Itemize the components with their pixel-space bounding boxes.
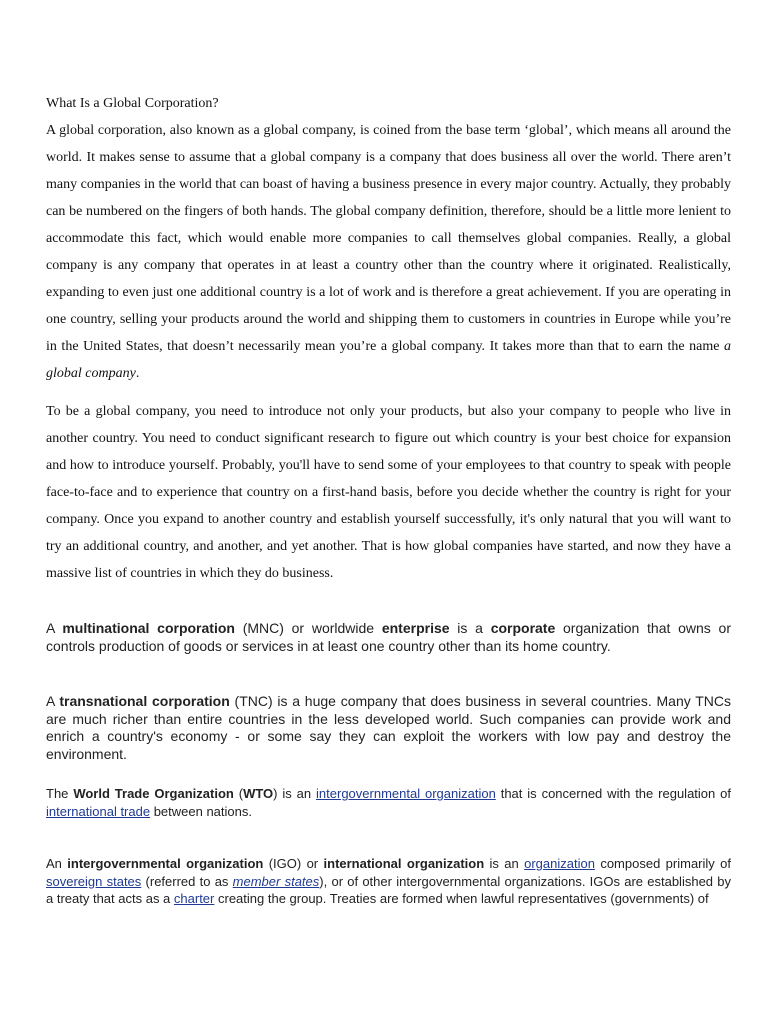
text-run: ) is an <box>273 786 317 801</box>
bold-term: World Trade Organization <box>73 786 234 801</box>
text-run: (MNC) or worldwide <box>234 620 382 636</box>
text-run: (referred to as <box>141 873 233 889</box>
bold-term: multinational corporation <box>62 620 235 636</box>
text-run: creating the group. Treaties are formed when lawful representatives (governments) of <box>214 891 709 906</box>
text-run: The <box>46 786 74 801</box>
bold-term: corporate <box>490 620 556 636</box>
text-run: A <box>46 620 63 636</box>
text-run: between nations. <box>150 803 252 819</box>
link-charter[interactable]: charter <box>173 891 215 906</box>
bold-term: WTO <box>243 786 274 801</box>
text-run: composed primarily of <box>594 856 731 871</box>
paragraph-text: A global corporation, also known as a global company, is coined from the base term ‘global’, which means all around the world. It makes sense to assume that a global company is a company that does business all over the world. There aren’t many companies in the world that can boast of having a business presence in every major country. Actually, they probably can be numbered on the fingers of both hands. The global company definition, therefore, should be a little more lenient to accommodate this fact, which would enable more companies to call themselves global companies. Really, a global company is any company that operates in at least a country other than the country where it originated. Realistically, expanding to even just one additional country is a lot of work and is therefore a great achievement. If you are operating in one country, selling your products around the world and shipping them to customers in countries in Europe while you’re in the United States, that doesn’t necessarily mean you’re a global company. It takes more than that to earn the name <box>46 123 731 354</box>
text-run: ), or of other intergovernmental organizations. IGOs are established by a treaty that acts as a <box>46 873 731 906</box>
page-title: What Is a Global Corporation? <box>46 96 219 111</box>
link-organization[interactable]: organization <box>524 856 595 871</box>
text-run: An <box>46 856 68 871</box>
bold-term: international organization <box>323 856 485 871</box>
text-run: A <box>46 693 60 709</box>
paragraph-becoming-global: To be a global company, you need to introduce not only your products, but also your company to people who live in another country. You need to conduct significant research to figure out which country is your best choice for expansion and how to introduce yourself. Probably, you'll have to send some of your employees to that country to speak with people face-to-face and to experience that country on a first-hand basis, before you decide whether the country is right for your company. Once you expand to another country and establish yourself successfully, it's only natural that you will want to try an additional country, and another, and yet another. That is how global companies have started, and now they have a massive list of countries in which they do business. <box>46 404 731 581</box>
paragraph-wto <box>46 785 731 820</box>
text-run: ( <box>233 786 244 801</box>
text-run: is a <box>449 620 491 636</box>
text-run: (IGO) or <box>263 856 324 871</box>
bold-term: intergovernmental organization <box>67 856 264 871</box>
link-intergovernmental-organization[interactable]: intergovernmental organization <box>316 786 496 801</box>
text-run: organization that owns or controls production of goods or services in at least one country other than its home country. <box>46 620 731 654</box>
emphasis-text: a global company <box>46 339 731 381</box>
paragraph-tnc <box>46 693 731 763</box>
bold-term: transnational corporation <box>59 693 230 709</box>
text-run: (TNC) is a huge company that does business in several countries. Many TNCs are much richer than entire countries in the less developed world. Such companies can provide work and enrich a country's economy - or some say they can exploit the workers with low pay and destroy the environment. <box>46 693 732 762</box>
paragraph-end: . <box>135 366 140 381</box>
text-run: that is concerned with the regulation of <box>495 786 731 801</box>
paragraph-igo <box>46 855 731 908</box>
paragraph-mnc <box>46 620 731 655</box>
bold-term: enterprise <box>381 620 450 636</box>
text-run: is an <box>484 856 525 871</box>
link-international-trade[interactable]: international trade <box>46 803 151 819</box>
paragraph-global-corporation <box>46 117 731 387</box>
link-member-states[interactable]: member states <box>232 873 320 889</box>
link-sovereign-states[interactable]: sovereign states <box>46 873 142 889</box>
